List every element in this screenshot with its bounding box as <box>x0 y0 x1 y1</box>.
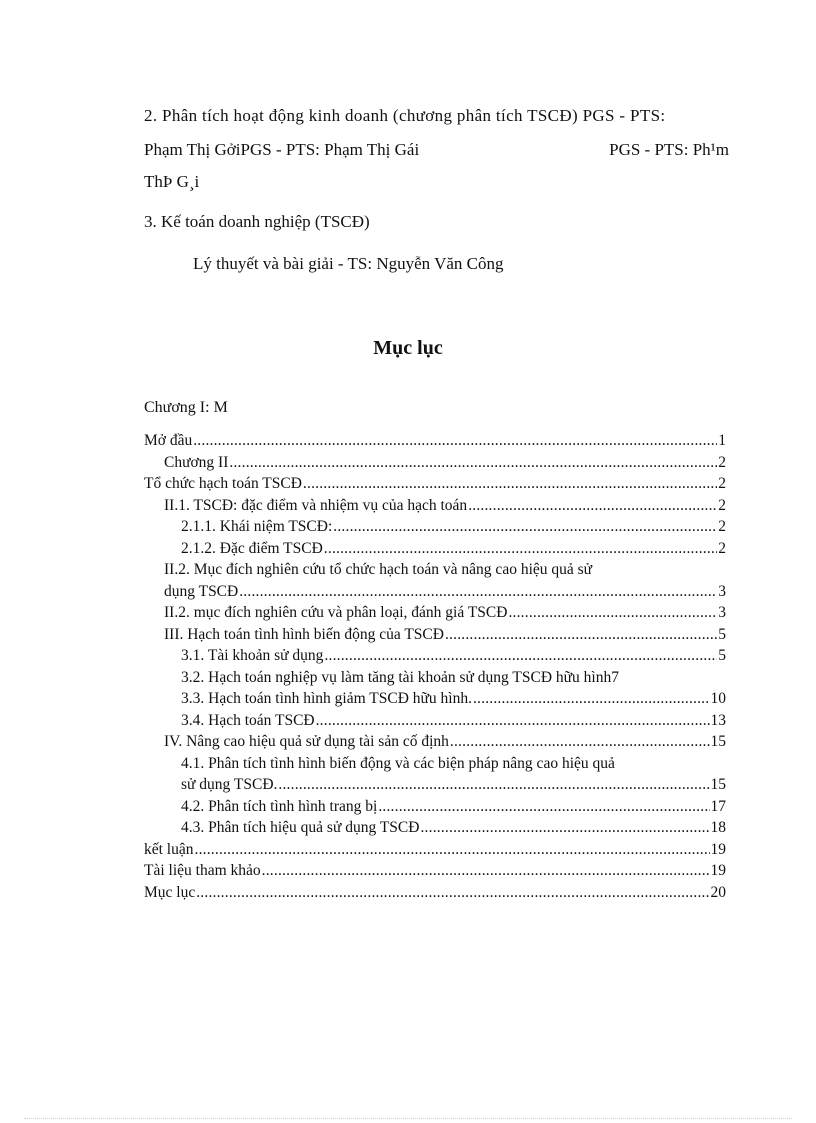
toc-title: Mục lục <box>373 337 443 359</box>
toc-entry-label-line-1: II.2. Mục đích nghiên cứu tổ chức hạch toán và nâng cao hiệu quả sử <box>164 561 593 578</box>
toc-entry-label-line-1: 4.1. Phân tích tình hình biến động và các biện pháp nâng cao hiệu quả <box>181 754 615 772</box>
toc-entry-label: Mở đầu <box>144 432 193 449</box>
toc-entry-label: Chương II <box>164 453 229 471</box>
toc-entry[interactable] <box>144 731 726 753</box>
toc-leader-dots <box>316 710 710 732</box>
toc-entry[interactable] <box>144 688 726 710</box>
reference-text: 2. Phân tích hoạt động kinh doanh (chương phân tích TSCĐ) PGS - PTS: <box>144 106 666 125</box>
toc-entry-multiline[interactable] <box>144 559 726 602</box>
toc-entry[interactable] <box>144 860 726 882</box>
toc-entry[interactable] <box>144 624 726 646</box>
toc-leader-dots <box>378 796 709 818</box>
toc-entry-page: 19 <box>710 840 726 858</box>
reference-2-line-2 <box>144 140 729 160</box>
toc-leader-dots <box>333 516 717 538</box>
toc-entry-page: 17 <box>710 797 726 815</box>
toc-entry[interactable] <box>144 602 726 624</box>
toc-entry-label: III. Hạch toán tình hình biến động của TSCĐ <box>164 625 444 643</box>
toc-entry[interactable] <box>144 817 726 839</box>
reference-2-line-1 <box>144 106 729 126</box>
toc-entry-label: kết luận <box>144 840 194 858</box>
toc-leader-dots <box>278 774 709 796</box>
toc-entry-page: 3 <box>718 604 726 621</box>
page-bottom-rule <box>24 1118 792 1119</box>
toc-entry-label: Mục lục <box>144 883 196 901</box>
toc-entry-label: 4.3. Phân tích hiệu quả sử dụng TSCĐ <box>181 819 420 836</box>
toc-leader-dots <box>508 602 717 624</box>
toc-entry-label: dụng TSCĐ <box>164 582 239 600</box>
toc-entry[interactable] <box>144 473 726 495</box>
toc-entry-page: 13 <box>710 711 726 729</box>
toc-entry[interactable] <box>144 516 726 538</box>
toc-leader-dots <box>445 624 717 646</box>
toc-entry-page: 2 <box>718 496 726 514</box>
toc-entry-page: 2 <box>718 539 726 557</box>
reference-text: Phạm Thị GởiPGS - PTS: Phạm Thị Gái <box>144 140 420 159</box>
toc-entry-line-2 <box>181 774 726 796</box>
toc-leader-dots <box>239 581 717 603</box>
toc-entry[interactable] <box>144 796 726 818</box>
toc-entry[interactable] <box>144 667 726 689</box>
toc-leader-dots <box>473 688 710 710</box>
toc-entry[interactable] <box>144 452 726 474</box>
table-of-contents <box>144 430 726 903</box>
toc-leader-dots <box>262 860 710 882</box>
toc-entry-label: 4.2. Phân tích tình hình trang bị <box>181 797 378 815</box>
toc-entry-line-2 <box>164 581 726 603</box>
chapter-label: Chương I: M <box>144 399 228 416</box>
toc-entry-label: 2.1.1. Khái niệm TSCĐ: <box>181 518 333 535</box>
toc-entry-page: 5 <box>718 647 726 664</box>
toc-entry[interactable] <box>144 430 726 452</box>
toc-entry-label: sử dụng TSCĐ. <box>181 776 278 793</box>
reference-text: PGS - PTS: Ph¹m <box>609 140 729 159</box>
toc-entry-label: II.2. mục đích nghiên cứu và phân loại, đánh giá TSCĐ <box>164 604 508 621</box>
toc-entry-label: 3.4. Hạch toán TSCĐ <box>181 711 315 729</box>
toc-leader-dots <box>324 538 717 560</box>
toc-leader-dots <box>195 839 710 861</box>
toc-leader-dots <box>229 452 717 474</box>
toc-leader-dots <box>324 645 717 667</box>
toc-entry-page: 18 <box>710 819 726 836</box>
toc-entry-page: 1 <box>718 432 726 449</box>
toc-entry[interactable] <box>144 710 726 732</box>
reference-2-line-3 <box>144 172 729 192</box>
toc-entry[interactable] <box>144 645 726 667</box>
reference-text: Lý thuyết và bài giải - TS: Nguyễn Văn Công <box>193 254 504 273</box>
toc-entry-multiline[interactable] <box>144 753 726 796</box>
toc-leader-dots <box>420 817 709 839</box>
toc-entry-label: 3.1. Tài khoản sử dụng <box>181 647 324 664</box>
reference-3-line-2 <box>193 254 778 274</box>
toc-entry-page: 19 <box>710 862 726 879</box>
toc-entry-page: 20 <box>710 883 726 901</box>
toc-entry-label: Tài liệu tham khảo <box>144 862 261 879</box>
toc-entry-page: 3 <box>718 582 726 600</box>
toc-entry-page: 15 <box>710 733 726 750</box>
toc-leader-dots <box>303 473 717 495</box>
toc-entry-label: Tổ chức hạch toán TSCĐ <box>144 475 302 492</box>
reference-text: 3. Kế toán doanh nghiệp (TSCĐ) <box>144 212 370 231</box>
toc-entry-page: 2 <box>718 453 726 471</box>
toc-leader-dots <box>196 882 709 904</box>
reference-3-line-1 <box>144 212 729 232</box>
toc-leader-dots <box>468 495 717 517</box>
toc-entry-label: II.1. TSCĐ: đặc điểm và nhiệm vụ của hạch toán <box>164 496 468 514</box>
toc-entry-label: 2.1.2. Đặc điểm TSCĐ <box>181 539 323 557</box>
toc-entry-page: 2 <box>718 518 726 535</box>
toc-leader-dots <box>193 430 717 452</box>
toc-entry[interactable] <box>144 495 726 517</box>
toc-entry-page: 10 <box>710 690 726 707</box>
toc-leader-dots <box>450 731 710 753</box>
toc-entry-page: 15 <box>710 776 726 793</box>
toc-entry-label: IV. Nâng cao hiệu quả sử dụng tài sản cố định <box>164 733 449 750</box>
toc-entry[interactable] <box>144 538 726 560</box>
toc-entry-label: 3.2. Hạch toán nghiệp vụ làm tăng tài khoản sử dụng TSCĐ hữu hình <box>181 668 612 686</box>
reference-text: ThÞ G¸i <box>144 172 200 191</box>
toc-entry-page: 2 <box>718 475 726 492</box>
toc-entry[interactable] <box>144 882 726 904</box>
toc-entry-page: 7 <box>611 668 619 686</box>
toc-entry-label: 3.3. Hạch toán tình hình giảm TSCĐ hữu hình. <box>181 690 472 707</box>
toc-entry[interactable] <box>144 839 726 861</box>
toc-entry-page: 5 <box>718 625 726 643</box>
